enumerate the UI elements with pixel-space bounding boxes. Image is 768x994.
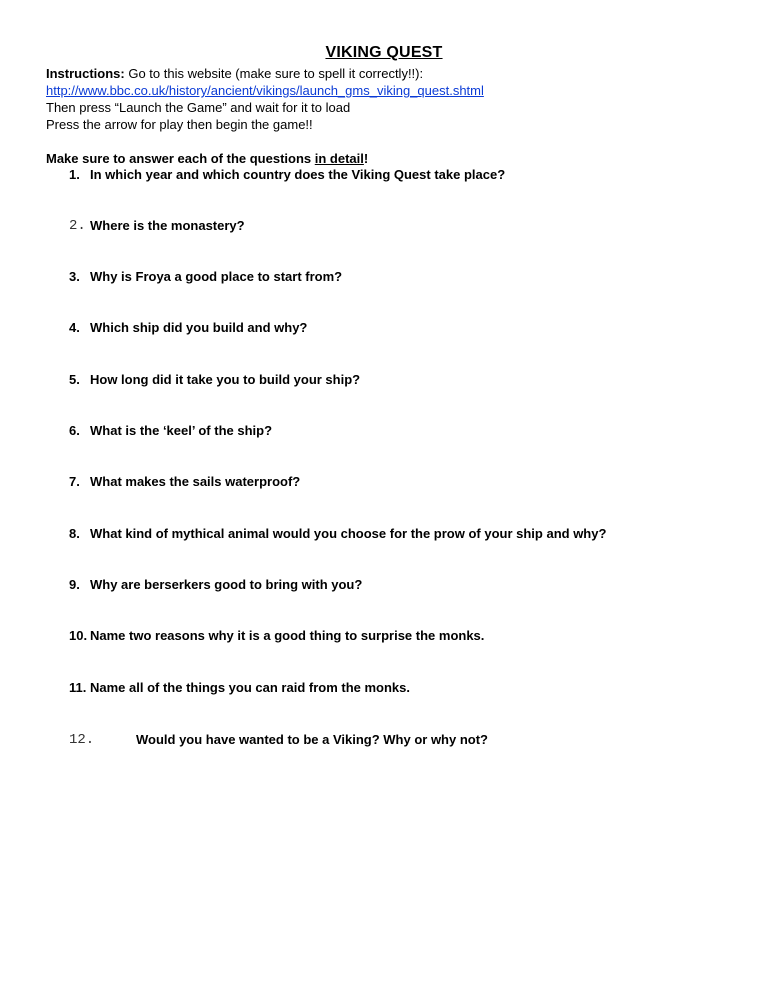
question-text: Which ship did you build and why? [90,320,308,335]
question-number: 4. [69,320,80,335]
game-website-link[interactable]: http://www.bbc.co.uk/history/ancient/vikings/launch_gms_viking_quest.shtml [46,83,484,98]
question-text: Where is the monastery? [90,218,245,233]
question-text: In which year and which country does the Viking Quest take place? [90,167,506,182]
question-text: Would you have wanted to be a Viking? Why or why not? [136,732,488,747]
question-number: 11. [69,680,87,695]
question-text: Why are berserkers good to bring with you? [90,577,363,592]
question-number: 8. [69,526,80,541]
question-number: 1. [69,167,80,182]
answer-prompt-end: ! [363,151,369,166]
answer-prompt-text: Make sure to answer each of the questions [46,151,315,166]
instructions-line-2: Then press “Launch the Game” and wait for it to load [46,100,351,115]
question-text: What makes the sails waterproof? [90,474,301,489]
instructions-line-1 [46,65,746,82]
question-number: 7. [69,474,80,489]
answer-prompt-emphasis: in detail [314,151,364,166]
question-text: What kind of mythical animal would you choose for the prow of your ship and why? [90,526,607,541]
instructions-block [46,65,746,167]
question-text: What is the ‘keel’ of the ship? [90,423,273,438]
question-text: Why is Froya a good place to start from? [90,269,343,284]
instructions-label: Instructions: [46,66,125,81]
instructions-text: Go to this website (make sure to spell it correctly!!): [124,66,424,81]
question-number: 12. [69,732,95,748]
question-text: How long did it take you to build your ship? [90,372,361,387]
question-number: 9. [69,577,80,592]
question-number: 10. [69,628,88,643]
instructions-line-3: Press the arrow for play then begin the game!! [46,117,313,132]
page-title: VIKING QUEST [325,44,443,61]
answer-prompt [46,150,746,167]
question-number: 2. [69,218,86,234]
question-number: 6. [69,423,80,438]
question-text: Name all of the things you can raid from the monks. [90,680,410,695]
question-number: 3. [69,269,80,284]
question-text: Name two reasons why it is a good thing to surprise the monks. [90,628,485,643]
question-number: 5. [69,372,80,387]
